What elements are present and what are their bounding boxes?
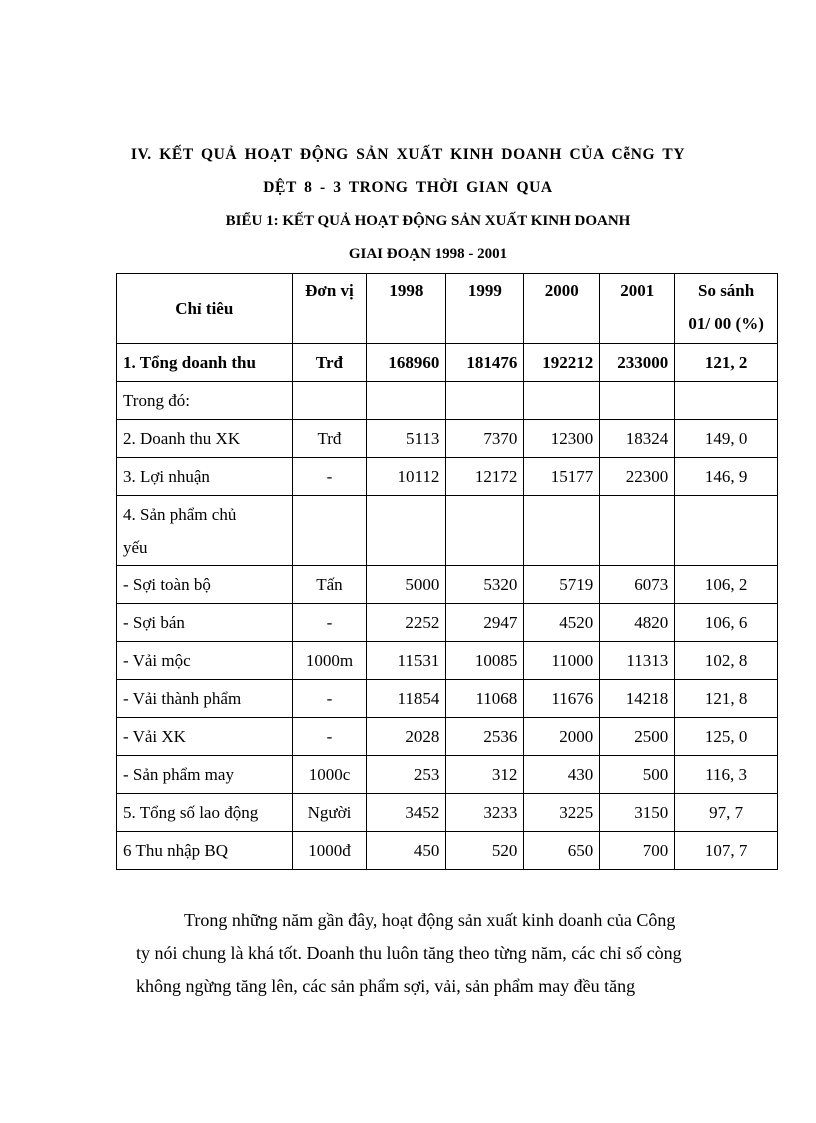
paragraph-line-3: không ngừng tăng lên, các sản phẩm sợi, vải, sản phẩm may đều tăng [136, 976, 636, 996]
table-row: - Vải thành phẩm - 11854 11068 11676 14218 121, 8 [117, 680, 778, 718]
table-row: Trong đó: [117, 382, 778, 420]
table-row: - Vải mộc 1000m 11531 10085 11000 11313 102, 8 [117, 642, 778, 680]
table-row: 6 Thu nhập BQ 1000đ 450 520 650 700 107, 7 [117, 832, 778, 870]
paragraph-line-1: Trong những năm gần đây, hoạt động sản xuất kinh doanh của Công [184, 910, 676, 930]
body-paragraph [136, 904, 724, 1003]
table-row: - Sản phẩm may 1000c 253 312 430 500 116, 3 [117, 756, 778, 794]
table-caption-period: GIAI ĐOẠN 1998 - 2001 [348, 246, 508, 262]
table-row: - Sợi toàn bộ Tấn 5000 5320 5719 6073 106, 2 [117, 566, 778, 604]
table-header-row [117, 274, 778, 344]
header-so-sanh: So sánh 01/ 00 (%) [675, 274, 778, 344]
table-row: - Sợi bán - 2252 2947 4520 4820 106, 6 [117, 604, 778, 642]
table-row: 5. Tổng số lao động Người 3452 3233 3225 3150 97, 7 [117, 794, 778, 832]
table-caption-title: BIỂU 1: KẾT QUẢ HOẠT ĐỘNG SẢN XUẤT KINH DOANH [225, 213, 631, 229]
section-heading-line-2: DỆT 8 - 3 TRONG THỜI GIAN QUA [263, 179, 553, 196]
table-row: - Vải XK - 2028 2536 2000 2500 125, 0 [117, 718, 778, 756]
header-1999: 1999 [446, 274, 524, 344]
header-1998: 1998 [367, 274, 446, 344]
table-row: 1. Tổng doanh thu Trđ 168960 181476 192212 233000 121, 2 [117, 344, 778, 382]
header-chi-tieu: Chỉ tiêu [117, 274, 293, 344]
table-row: 3. Lợi nhuận - 10112 12172 15177 22300 146, 9 [117, 458, 778, 496]
header-2000: 2000 [524, 274, 600, 344]
header-2001: 2001 [600, 274, 675, 344]
header-don-vi: Đơn vị [292, 274, 367, 344]
paragraph-line-2: ty nói chung là khá tốt. Doanh thu luôn tăng theo từng năm, các chỉ số còng [136, 943, 682, 963]
table-row: 4. Sản phẩm chủ yếu [117, 496, 778, 566]
section-heading-line-1: IV. KẾT QUẢ HOẠT ĐỘNG SẢN XUẤT KINH DOANH CỦA CễNG TY [130, 146, 686, 163]
table-row: 2. Doanh thu XK Trđ 5113 7370 12300 18324 149, 0 [117, 420, 778, 458]
results-table [116, 273, 778, 870]
